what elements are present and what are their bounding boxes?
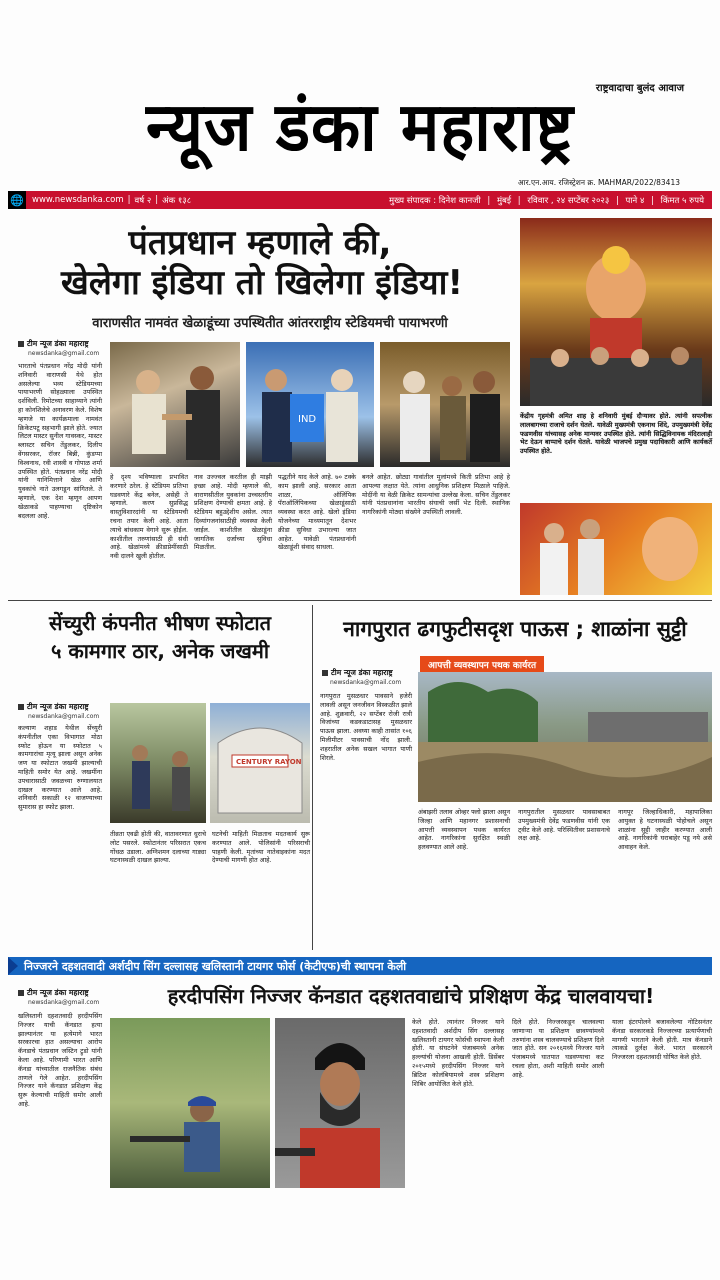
chief-editor: मुख्य संपादक : दिनेश कानजी <box>389 195 481 206</box>
story2-photo-2 <box>210 703 310 823</box>
registration-number: आर.एन.आय. रजिस्ट्रेशन क्र. MAHMAR/2022/83413 <box>517 178 680 187</box>
page-count: पाने ४ <box>625 195 645 206</box>
story3-badge: आपत्ती व्यवस्थापन पथक कार्यरत <box>420 656 544 673</box>
story1-email: newsdanka@gmail.com <box>28 350 100 357</box>
city: मुंबई <box>496 195 512 206</box>
website-link[interactable]: www.newsdanka.com <box>32 195 124 205</box>
issue-year: वर्ष २ <box>134 195 152 206</box>
story4-column-2: केले होते. त्यानंतर निज्जर याने दहशतवादी अर्शदीप सिंग दल्लासह खलिस्तानी टायगर फोर्सची स्थापना केली होती. या संघटनेने पंजाबमध्ये अनेक हल्ल्यांची योजना आखली होती. डिसेंबर २०१५मध्ये हरदीपसिंग निज्जर याने ब्रिटिश कोलंबियामध्ये शस्त्र प्रशिक्षण शिबिर आयोजित केले होते. <box>412 1018 504 1088</box>
story2-photo-1 <box>110 703 206 823</box>
story4-column-3: दिले होते. निज्जरकडून चालवल्या जाणाऱ्या या प्रशिक्षण छावण्यांमध्ये तरुणांना शस्त्र चालवण्याचे प्रशिक्षण दिले जात होते. सन २०१६मध्ये निज्जर याने पंजाबमध्ये घातपात घडवण्याचा कट रचला होता, अशी माहिती समोर आली आहे. <box>512 1018 604 1079</box>
masthead-title: न्यूज डंका महाराष्ट्र <box>146 89 574 167</box>
side-photo-caption: केंद्रीय गृहमंत्री अमित शाह हे शनिवारी मुंबई दौऱ्यावर होते. त्यांनी सपत्नीक लालबागच्या राजाचे दर्शन घेतले. यावेळी मुख्यमंत्री एकनाथ शिंदे, उपमुख्यमंत्री देवेंद्र फडणवीस यांच्यासह अनेक मान्यवर उपस्थित होते. त्यांनी सिद्धिविनायक मंदिरालाही भेट देऊन बाप्पाचे दर्शन घेतले. यावेळी भाजपचे प्रमुख पदाधिकारी आणि कार्यकर्ते उपस्थित होते. <box>520 412 712 456</box>
story2-byline: टीम न्यूज डंका महाराष्ट्र <box>18 702 89 712</box>
story3-headline: नागपुरात ढगफुटीसदृश पाऊस ; शाळांना सुट्टी <box>343 617 687 641</box>
blast-site-photo <box>110 703 206 823</box>
greeting-photo <box>380 342 510 467</box>
story1-column-2: हे दृश्य भविष्याला प्रभावित करणारे ठरेल. हे स्टेडियम प्रतिभा घडवणारे केंद्र बनेल, असेही ते म्हणाले. करण सुप्रसिद्ध वास्तुविशारदांनी या स्टेडियमची रचना तयार केली आहे. आता त्याचे बांधकाम वेगाने सुरू होईल. काशीतील तरुणांसाठी ही संधी आहे. खेळांमध्ये क्रीडाप्रेमींसाठी नवी दालने खुली होतील. <box>110 473 188 561</box>
issue-number: अंक १३८ <box>162 195 192 206</box>
column-divider <box>312 605 313 950</box>
story2-column-3: घटनेची माहिती मिळताच मदतकार्य सुरू करण्यात आले. पोलिसांनी परिसराची पाहणी केली. मृतांच्या नातेवाइकांना मदत देण्याची मागणी होत आहे. <box>212 830 310 865</box>
story2-headline-line2: ५ कामगार ठार, अनेक जखमी <box>50 639 270 663</box>
story1-photo-2 <box>246 342 374 467</box>
temple-visit-photo <box>520 503 712 595</box>
story1-byline: टीम न्यूज डंका महाराष्ट्र <box>18 339 89 349</box>
story1-column-4: पद्धतीने याद केले आहे. ७० टक्के काम झाली आहे. सरकार आता शाळा, ऑलिंपिक पॅराऑलिंपिकच्या खेळाडूंसाठी व्यवस्था करत आहे. खेलो इंडिया योजनेच्या माध्यमातून देशभर क्रीडा सुविधा उभारल्या जात आहेत. यावेळी पंतप्रधानांनी खेळाडूंशी संवाद साधला. <box>278 473 356 552</box>
info-strip: 🌐 www.newsdanka.com | वर्ष २ | अंक १३८ मुख्य संपादक : दिनेश कानजी | मुंबई | रविवार , २४ सप्टेंबर २०२३ | पाने ४ | किंमत ५ रुपये <box>8 191 712 209</box>
people-handshake-photo <box>110 342 240 467</box>
story4-byline: टीम न्यूज डंका महाराष्ट्र <box>18 988 89 998</box>
flood-road-photo <box>418 672 712 802</box>
story1-column-5: बनले आहेत. छोट्या गावांतील मुलांमध्ये किती प्रतिभा आहे हे आपल्या लक्षात येते. त्यांना आधुनिक प्रशिक्षण मिळाले पाहिजे. मोदींनी या वेळी क्रिकेट सामन्यांचा उल्लेख केला. सचिन तेंडुलकर यांनी पंतप्रधानांना भारतीय संघाची जर्सी भेट दिली. स्थानिक नागरिकांनी मोठ्या संख्येने उपस्थिती लावली. <box>362 473 510 517</box>
story4-column-4: याला इंटरपोलने बजावलेल्या नोटिसनंतर कॅनडा सरकारकडे निज्जरच्या प्रत्यार्पणाची मागणी भारताने केली होती. मात्र कॅनडाने त्याकडे दुर्लक्ष केले. भारत सरकारने निज्जरला दहशतवादी घोषित केले होते. <box>612 1018 712 1062</box>
factory-gate-photo <box>210 703 310 823</box>
story2-headline-line1: सेंच्युरी कंपनीत भीषण स्फोटात <box>49 611 271 635</box>
jersey-presentation-photo <box>246 342 374 467</box>
man-portrait-photo <box>275 1018 405 1188</box>
story1-headline-line2: खेलेगा इंडिया तो खिलेगा इंडिया! <box>61 263 463 303</box>
ticker-text: निज्जरने दहशतवादी अर्शदीप सिंग दल्लासह खलिस्तानी टायगर फोर्स (केटीएफ)ची स्थापना केली <box>24 959 407 973</box>
price: किंमत ५ रुपये <box>660 195 704 206</box>
story3-column-3: नागपुरातील मुसळधार पावसाबाबत उपमुख्यमंत्री देवेंद्र फडणवीस यांनी एक ट्वीट केले आहे. परिस्थितीवर प्रशासनाचे लक्ष आहे. <box>518 808 610 843</box>
globe-icon: 🌐 <box>8 191 26 209</box>
story3-email: newsdanka@gmail.com <box>330 679 402 686</box>
story3-column-2: अंबाझरी तलाव ओव्हर फ्लो झाला असून जिल्हा आणि महानगर प्रशासनाची आपत्ती व्यवस्थापन पथक कार्यरत आहेत. नागरिकांना सुरक्षित स्थळी हलवण्यात आले आहे. <box>418 808 510 852</box>
story1-photo-3 <box>380 342 510 467</box>
ganesh-idol-photo <box>520 218 712 406</box>
side-photo-ganesh <box>520 218 712 406</box>
story4-headline: हरदीपसिंग निज्जर कॅनडात दहशतवाद्यांचे प्रशिक्षण केंद्र चालवायचा! <box>167 984 655 1008</box>
story1-photo-1 <box>110 342 240 467</box>
story2-column-2: तीव्रता एवढी होती की, वातावरणात धुराचे लोट पसरले. स्फोटानंतर परिसरात एकच गोंधळ उडाला. अग्निशमन दलाच्या गाड्या घटनास्थळी दाखल झाल्या. <box>110 830 206 865</box>
story3-byline: टीम न्यूज डंका महाराष्ट्र <box>322 668 393 678</box>
story3-photo <box>418 672 712 802</box>
story3-column-4: नागपूर जिल्हाधिकारी, महापालिका आयुक्त हे घटनास्थळी पोहोचले असून शाळांना सुट्टी जाहीर करण्यात आली आहे. नागरिकांनी घराबाहेर पडू नये असे आवाहन केले. <box>618 808 712 852</box>
story1-subhead: वाराणसीत नामवंत खेळाडूंच्या उपस्थितीत आंतरराष्ट्रीय स्टेडियमची पायाभरणी <box>92 316 448 331</box>
story4-email: newsdanka@gmail.com <box>28 999 100 1006</box>
story1-column-3: नाव उज्ज्वल करतील ही माझी इच्छा आहे. मोदी म्हणाले की, वाराणसीतील युवकांना उच्चस्तरीय प्रशिक्षण देण्याची क्षमता आहे. हे स्टेडियम बहुउद्देशीय असेल. त्यात दिव्यांगजनांसाठीही व्यवस्था केली जाईल. काशीतील खेळाडूंना जागतिक दर्जाच्या सुविधा मिळतील. <box>194 473 272 552</box>
story4-photo-1 <box>110 1018 270 1188</box>
story1-headline-line1: पंतप्रधान म्हणाले की, <box>128 223 392 263</box>
factory-sign: CENTURY RAYON <box>236 758 302 766</box>
issue-date: रविवार , २४ सप्टेंबर २०२३ <box>527 195 610 206</box>
section-divider <box>8 600 712 601</box>
side-photo-visit <box>520 503 712 595</box>
svg-text:IND: IND <box>298 414 317 425</box>
story3-column-1: नागपुरात मुसळधार पावसाने हजेरी लावली असून जनजीवन विस्कळीत झाले आहे. शुक्रवारी, २२ सप्टेंबर रोजी रात्री विजांच्या कडकडाटासह मुसळधार पाऊस झाला. अवघ्या काही तासांत १०६ मिलीमीटर पावसाची नोंद झाली. शहरातील अनेक सखल भागात पाणी शिरले. <box>320 692 412 762</box>
story4-photo-2 <box>275 1018 405 1188</box>
story1-column-1: भारताचे पंतप्रधान नरेंद्र मोदी यांनी शनिवारी वाराणसी येथे होत असलेल्या भव्य स्टेडियमच्या पायाभरणी सोहळ्याला उपस्थित दर्शविली. रिमोटच्या साहाय्याने त्यांनी हा कोनशिलेचे अनावरण केले. विशेष म्हणजे या कार्यक्रमाला नामवंत क्रिकेटपटू सहभागी झाले होते. ज्यात लिटल मास्टर सुनील गावस्कर, मास्टर ब्लास्टर सचिन तेंडुलकर, दिलीप वेंगसरकर, रॉजर बिन्नी, कुंडप्पा विश्वनाथ, रवी शास्त्री व गोपाळ शर्मा उपस्थित होते. पंतप्रधान नरेंद्र मोदी यांनी यानिमित्ताने खेळ आणि युवकांचे नाते उलगडून सांगितले. ते म्हणाले, एक देश म्हणून आपण खेळाकडे पाहण्याचा दृष्टिकोन बदलला आहे. <box>18 362 102 520</box>
story2-email: newsdanka@gmail.com <box>28 713 100 720</box>
story2-column-1: कल्याण शहाड येथील सेंच्युरी कंपनीतील एका विभागात मोठा स्फोट होऊन या स्फोटात ५ कामगारांचा मृत्यू झाला असून अनेक जण या स्फोटात जखमी झाल्याची माहिती समोर येत आहे. जखमींना उपचारासाठी जवळच्या रुग्णालयात दाखल करण्यात आले आहे. शनिवारी सकाळी १२ वाजण्याच्या सुमारास हा स्फोट झाला. <box>18 724 102 812</box>
news-ticker <box>8 957 712 975</box>
weapon-training-photo <box>110 1018 270 1188</box>
story4-column-1: खलिस्तानी दहशतवादी हरदीपसिंग निज्जर याची कॅनडात हत्या झाल्यानंतर या हत्येमागे भारत सरकारचा हात असल्याचा आरोप कॅनडाचे पंतप्रधान जस्टिन ट्रुडो यांनी केला आहे. परिणामी भारत आणि कॅनडा यांच्यातील राजनैतिक संबंध ताणले गेले आहेत. हरदीपसिंग निज्जर याने कॅनडात प्रशिक्षण केंद्र सुरू केल्याची माहिती समोर आली आहे. <box>18 1012 102 1108</box>
chevron-right-icon <box>8 957 18 975</box>
masthead-tagline: राष्ट्रवादाचा बुलंद आवाज <box>595 83 684 94</box>
